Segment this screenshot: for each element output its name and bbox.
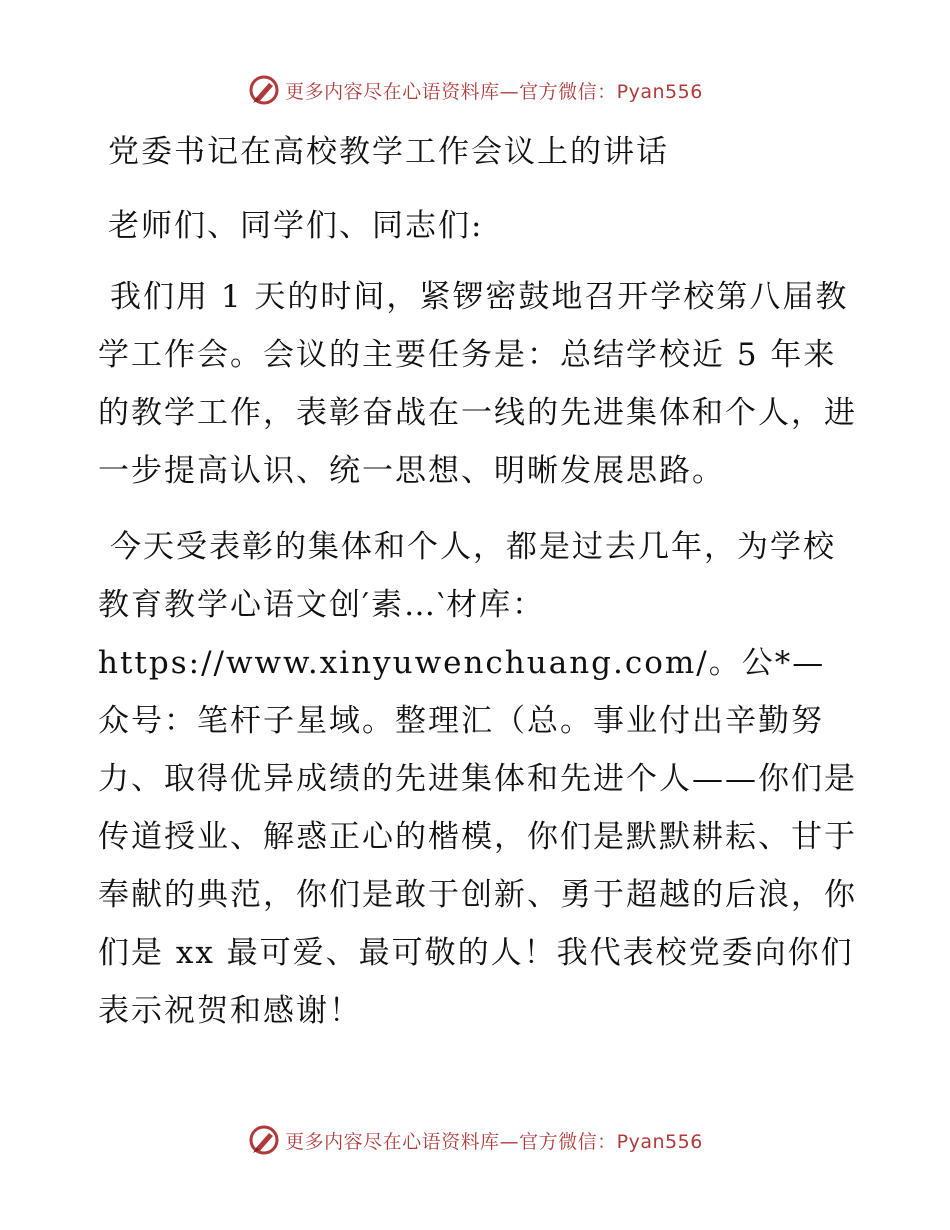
document-title: 党委书记在高校教学工作会议上的讲话 [108, 134, 669, 170]
greeting: 老师们、同学们、同志们: [108, 208, 484, 244]
header-banner [0, 70, 950, 110]
footer-banner [0, 1120, 950, 1160]
paragraph-1: 我们用 1 天的时间，紧锣密鼓地召开学校第八届教学工作会。会议的主要任务是：总结学校近 5 年来的教学工作，表彰奋战在一线的先进集体和个人，进一步提高认识、统一思想、明晰发展思路。 [98, 279, 857, 489]
pen-logo-icon [247, 73, 281, 107]
footer-banner-text: 更多内容尽在心语资料库—官方微信：Pyan556 [285, 1130, 703, 1153]
paragraph-2: 今天受表彰的集体和个人，都是过去几年，为学校教育教学心语文创′素…‵材库：https://www.xinyuwenchuang.com/。公*—众号：笔杆子星域。整理汇（总。事业付出辛勤努力、取得优异成绩的先进集体和先进个人——你们是传道授业、解惑正心的楷模，你们是默默耕耘、甘于奉献的典范，你们是敢于创新、勇于超越的后浪，你们是 xx 最可爱、最可敬的人！我代表校党委向你们表示祝贺和感谢！ [98, 529, 857, 1029]
header-banner-text: 更多内容尽在心语资料库—官方微信：Pyan556 [285, 80, 703, 103]
pen-logo-icon [247, 1123, 281, 1157]
